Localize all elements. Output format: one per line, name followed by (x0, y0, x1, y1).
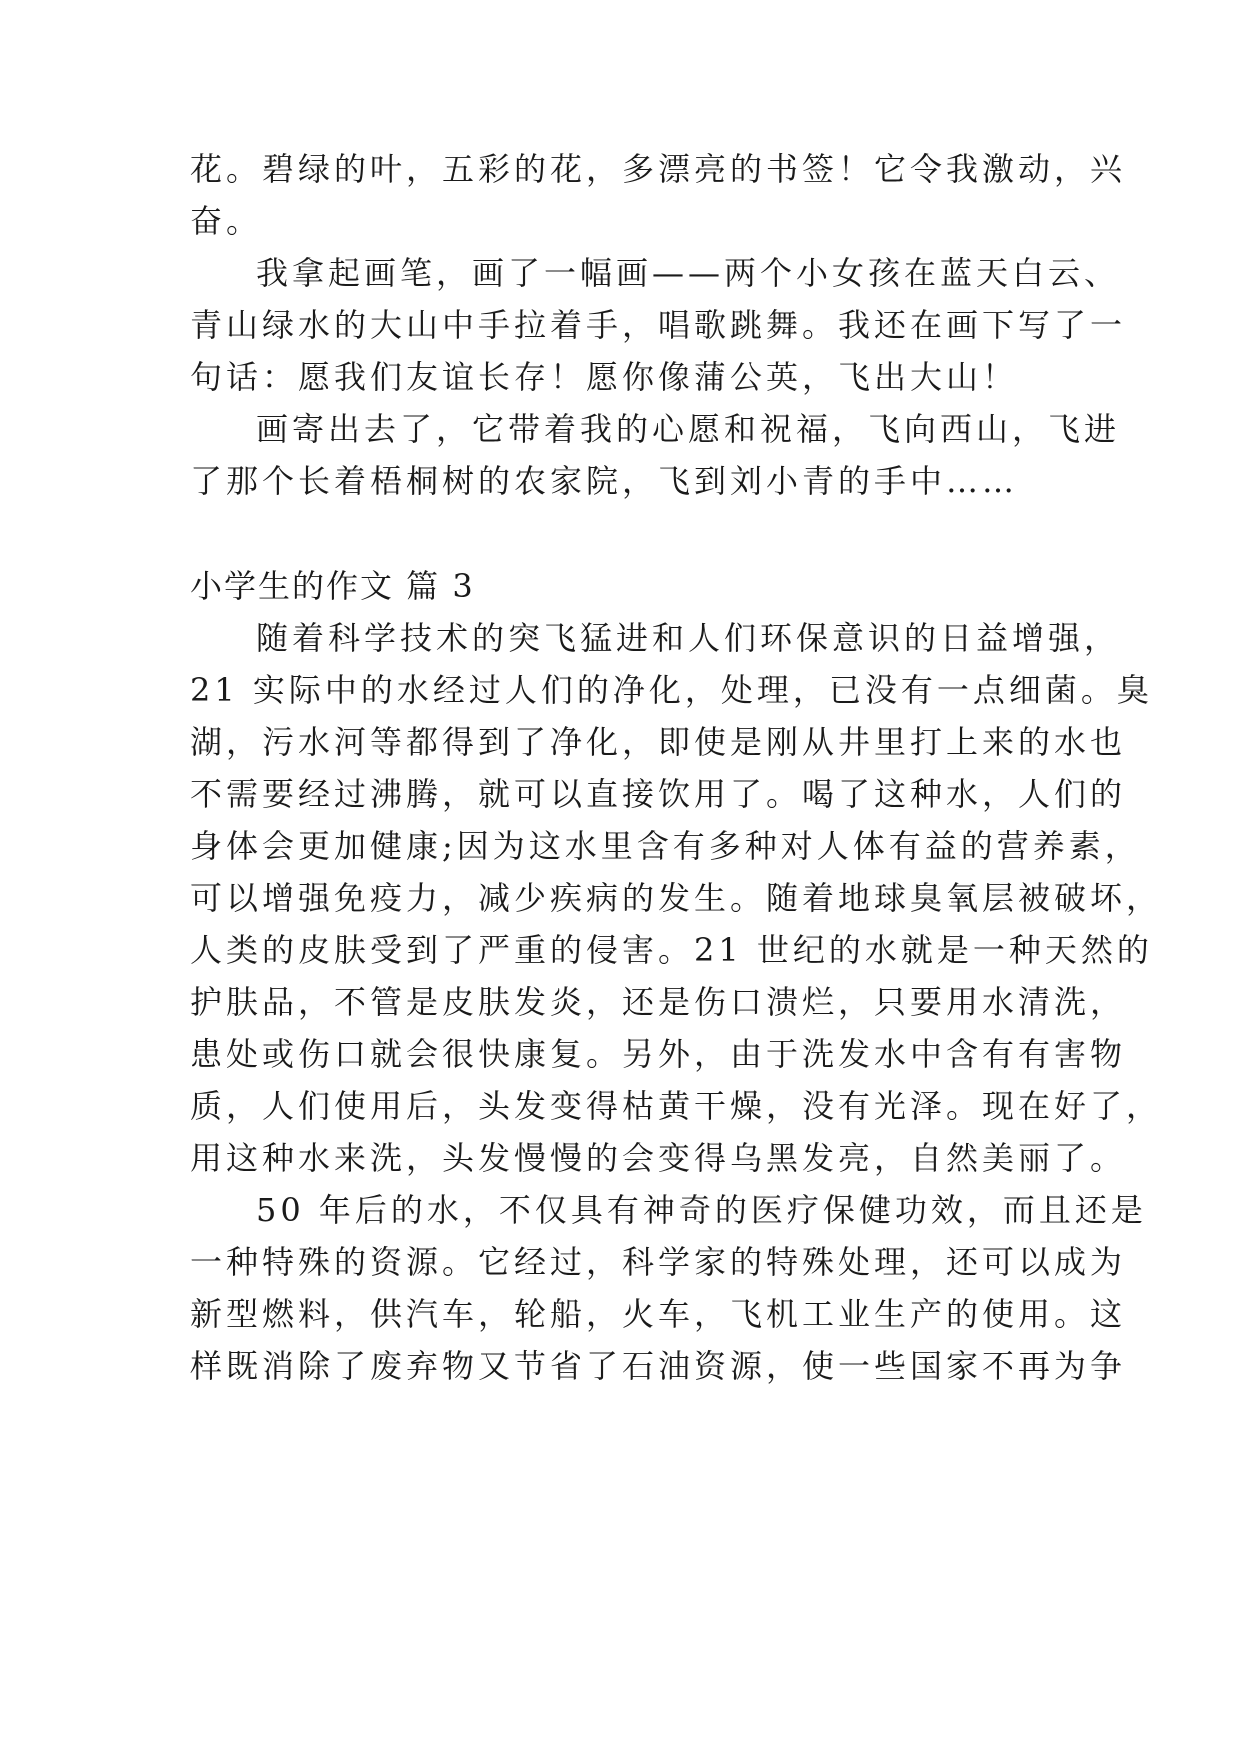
paragraph-line: 新型燃料，供汽车，轮船，火车，飞机工业生产的使用。这 (190, 1295, 1127, 1333)
paragraph-line: 随着科学技术的突飞猛进和人们环保意识的日益增强， (256, 619, 1121, 657)
paragraph-line: 画寄出去了，它带着我的心愿和祝福，飞向西山，飞进 (256, 410, 1121, 448)
paragraph-line: 样既消除了废弃物又节省了石油资源，使一些国家不再为争 (190, 1347, 1127, 1385)
paragraph-line: 一种特殊的资源。它经过，科学家的特殊处理，还可以成为 (190, 1243, 1127, 1281)
paragraph-line: 我拿起画笔，画了一幅画——两个小女孩在蓝天白云、 (256, 254, 1121, 292)
paragraph-line: 句话：愿我们友谊长存！愿你像蒲公英，飞出大山！ (190, 358, 1019, 396)
paragraph-line: 身体会更加健康;因为这水里含有多种对人体有益的营养素， (190, 827, 1141, 865)
paragraph-line: 可以增强免疫力，减少疾病的发生。随着地球臭氧层被破坏， (190, 879, 1163, 917)
paragraph-line: 花。碧绿的叶，五彩的花，多漂亮的书签！它令我激动，兴 (190, 150, 1127, 188)
paragraph-line: 50 年后的水，不仅具有神奇的医疗保健功效，而且还是 (256, 1191, 1147, 1229)
paragraph-line: 了那个长着梧桐树的农家院，飞到刘小青的手中…… (190, 462, 1019, 500)
paragraph-line: 质，人们使用后，头发变得枯黄干燥，没有光泽。现在好了， (190, 1087, 1163, 1125)
paragraph-line: 21 实际中的水经过人们的净化，处理，已没有一点细菌。臭 (190, 671, 1153, 709)
paragraph-line: 湖，污水河等都得到了净化，即使是刚从井里打上来的水也 (190, 723, 1127, 761)
paragraph-line: 人类的皮肤受到了严重的侵害。21 世纪的水就是一种天然的 (190, 931, 1153, 969)
section-heading: 小学生的作文 篇 3 (190, 567, 475, 605)
paragraph-line: 青山绿水的大山中手拉着手，唱歌跳舞。我还在画下写了一 (190, 306, 1127, 344)
paragraph-line: 护肤品，不管是皮肤发炎，还是伤口溃烂，只要用水清洗， (190, 983, 1127, 1021)
paragraph-line: 不需要经过沸腾，就可以直接饮用了。喝了这种水，人们的 (190, 775, 1127, 813)
paragraph-line: 患处或伤口就会很快康复。另外，由于洗发水中含有有害物 (190, 1035, 1127, 1073)
paragraph-line: 奋。 (190, 202, 263, 240)
paragraph-line: 用这种水来洗，头发慢慢的会变得乌黑发亮，自然美丽了。 (190, 1139, 1127, 1177)
